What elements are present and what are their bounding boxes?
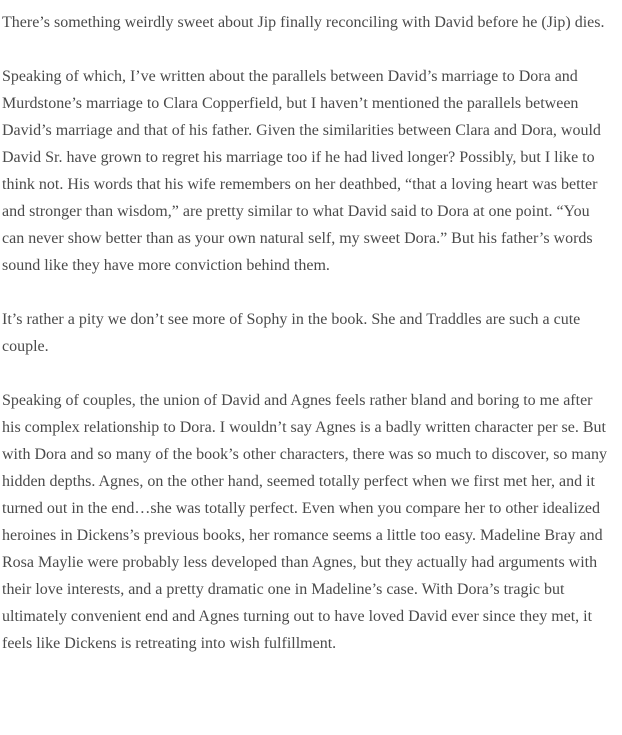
paragraph: Speaking of which, I’ve written about the parallels between David’s marriage to Dora and Murdstone’s marriage to Clara Copperfield, but I haven’t mentioned the parallels between David’s marriage and that of his father. Given the similarities between Clara and Dora, would David Sr. have grown to regret his marriage too if he had lived longer? Possibly, but I like to think not. His words that his wife remembers on her deathbed, “that a loving heart was better and stronger than wisdom,” are pretty similar to what David said to Dora at one point. “You can never show better than as your own natural self, my sweet Dora.” But his father’s words sound like they have more conviction behind them. (2, 68, 601, 274)
paragraph: Speaking of couples, the union of David and Agnes feels rather bland and boring to me after his complex relationship to Dora. I wouldn’t say Agnes is a badly written character per se. But with Dora and so many of the book’s other characters, there was so much to discover, so many hidden depths. Agnes, on the other hand, seemed totally perfect when we first met her, and it turned out in the end…she was totally perfect. Even when you compare her to other idealized heroines in Dickens’s previous books, her romance seems a little too easy. Madeline Bray and Rosa Maylie were probably less developed than Agnes, but they actually had arguments with their love interests, and a pretty dramatic one in Madeline’s case. With Dora’s tragic but ultimately convenient end and Agnes turning out to have loved David ever since they met, it feels like Dickens is retreating into wish fulfillment. (2, 392, 607, 652)
paragraph: It’s rather a pity we don’t see more of Sophy in the book. She and Traddles are such a cute couple. (2, 311, 581, 355)
paragraph: There’s something weirdly sweet about Jip finally reconciling with David before he (Jip) dies. (2, 14, 605, 31)
